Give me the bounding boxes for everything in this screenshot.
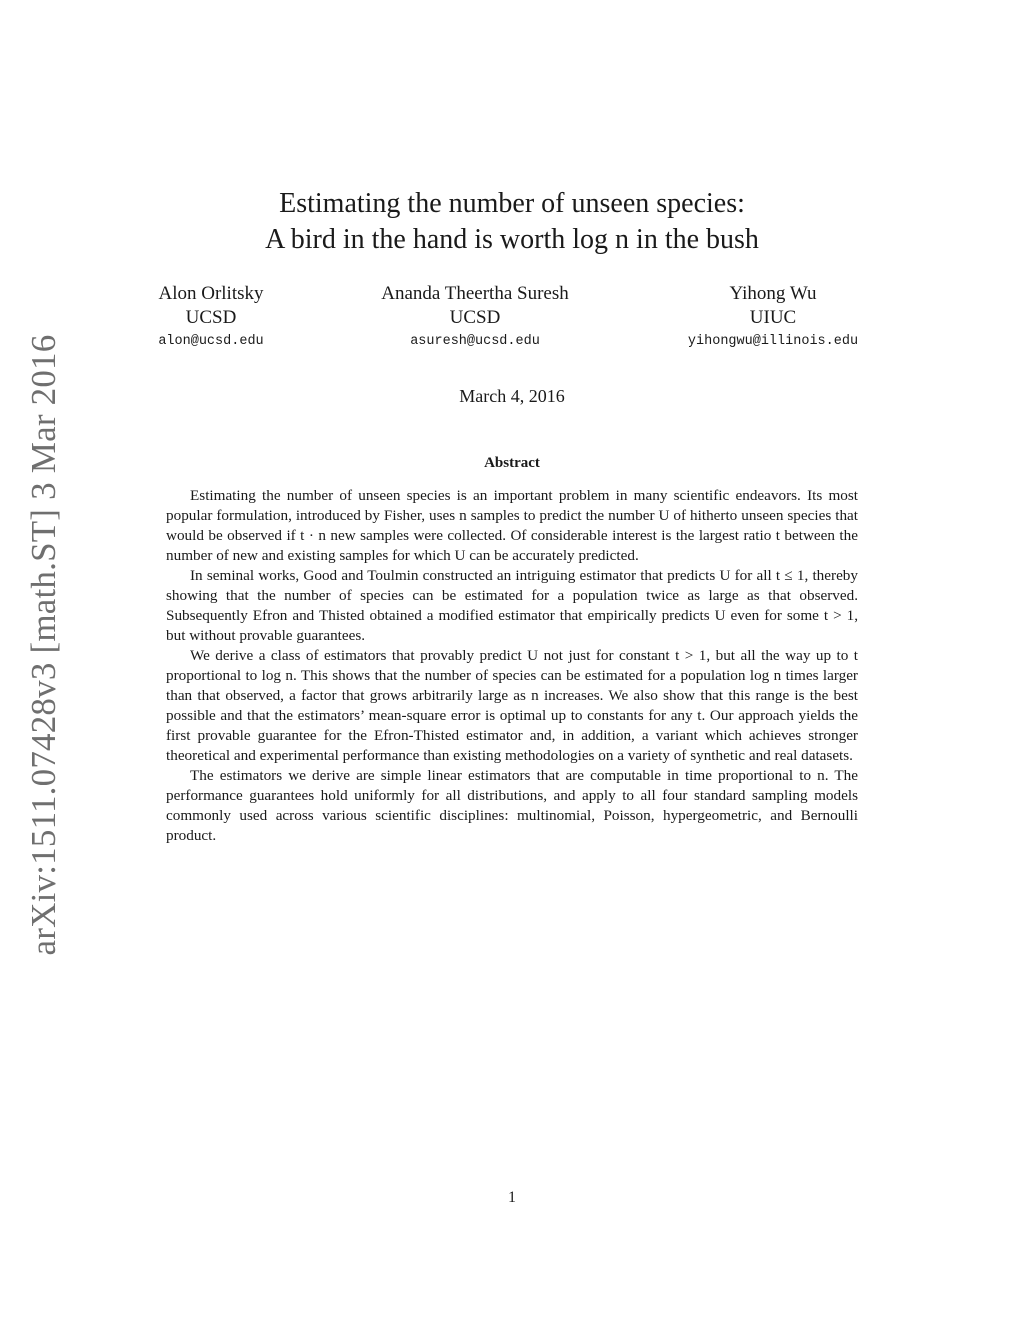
author-affiliation: UIUC [749,307,797,328]
abstract-paragraph: Estimating the number of unseen species is an important problem in many scientific endeavors. Its most popular formulation, introduced by Fisher, uses n samples to predict the number U of hitherto unseen species that would be observed if t · n new samples were collected. Of considerable interest is the largest ratio t between the number of new and existing samples for which U can be accurately predicted. [166,487,858,564]
author-block [345,282,605,354]
arxiv-identifier: arXiv:1511.07428v3 [math.ST] 3 Mar 2016 [24,334,63,956]
abstract-paragraph: The estimators we derive are simple linear estimators that are computable in time proportional to n. The performance guarantees hold uniformly for all distributions, and apply to all four standard sampling models commonly used across various scientific disciplines: multinomial, Poisson, hypergeometric, and Bernoulli product. [166,767,858,844]
author-name: Alon Orlitsky [158,283,264,304]
abstract-heading: Abstract [484,455,540,471]
author-affiliation: UCSD [449,307,501,328]
author-email[interactable]: alon@ucsd.edu [158,334,264,349]
abstract-body [166,486,858,846]
author-block [643,282,903,354]
publication-date: March 4, 2016 [459,386,565,406]
paper-title-line-1: Estimating the number of unseen species: [279,188,745,219]
paper-title-line-2: A bird in the hand is worth log n in the bush [265,224,759,255]
author-email[interactable]: asuresh@ucsd.edu [410,334,540,349]
author-affiliation: UCSD [185,307,237,328]
abstract-paragraph: We derive a class of estimators that provably predict U not just for constant t > 1, but all the way up to t proportional to log n. This shows that the number of species can be estimated for a population log n times larger than that observed, a factor that grows arbitrarily large as n increases. We also show that this range is the best possible and that the estimators’ mean-square error is optimal up to constants for any t. Our approach yields the first provable guarantee for the Efron-Thisted estimator and, in addition, a variant which achieves stronger theoretical and experimental performance than existing methodologies on a variety of synthetic and real datasets. [166,647,858,764]
author-name: Yihong Wu [729,283,817,304]
author-name: Ananda Theertha Suresh [381,283,569,304]
author-block [81,282,341,354]
author-email[interactable]: yihongwu@illinois.edu [687,334,859,349]
page-number: 1 [508,1189,516,1206]
abstract-paragraph: In seminal works, Good and Toulmin constructed an intriguing estimator that predicts U for all t ≤ 1, thereby showing that the number of species can be estimated for a population twice as large as that observed. Subsequently Efron and Thisted obtained a modified estimator that empirically predicts U even for some t > 1, but without provable guarantees. [166,567,858,644]
